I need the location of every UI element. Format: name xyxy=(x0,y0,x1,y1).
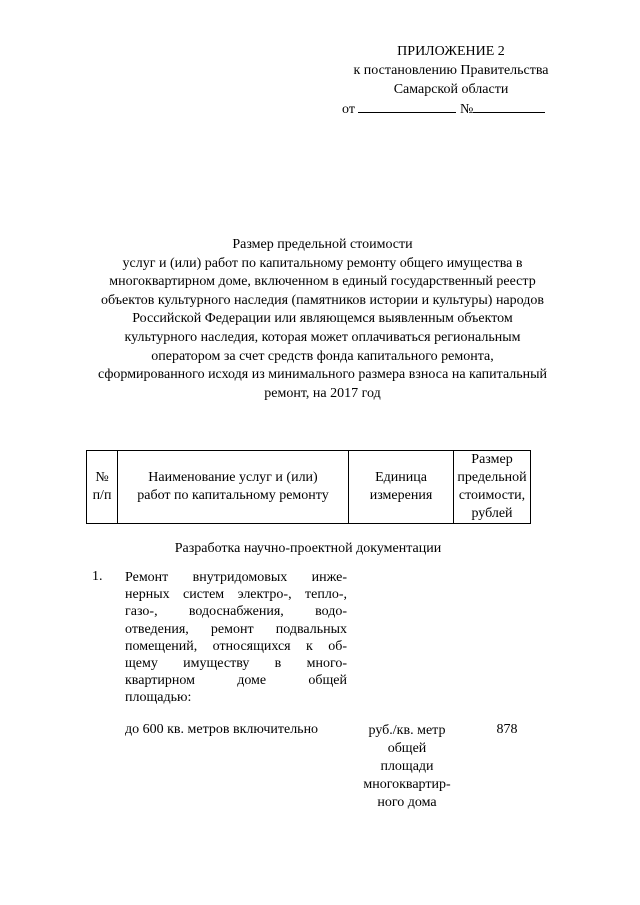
item-text-line: газо-, водоснабжения, водо- xyxy=(125,604,347,620)
header-cell-unit xyxy=(349,451,454,524)
header-text: работ по капитальному ремонту xyxy=(137,488,329,503)
item-text-line: площадью: xyxy=(125,690,192,706)
date-prefix: от xyxy=(342,102,355,117)
title-line: оператором за счет средств фонда капитального ремонта, xyxy=(151,348,494,364)
header-cell-name xyxy=(118,451,349,524)
title-line: объектов культурного наследия (памятников истории и культуры) народов xyxy=(101,292,544,308)
number-sign: № xyxy=(459,102,474,117)
title-line: сформированного исходя из минимального размера взноса на капитальный xyxy=(97,367,548,383)
number-blank xyxy=(473,99,545,113)
item-text-line: помещений, относящихся к об- xyxy=(125,638,347,654)
item-text-line: щему имуществу в много- xyxy=(125,656,347,672)
item-number: 1. xyxy=(92,569,103,584)
item-text-line: нерных систем электро-, тепло-, xyxy=(125,587,347,603)
appendix-resolution-line: к постановлению Правительства xyxy=(353,63,549,78)
title-line: ремонт, на 2017 год xyxy=(264,385,381,401)
header-text: стоимости, xyxy=(458,488,526,503)
header-text: измерения xyxy=(369,488,433,503)
title-line: Российской Федерации или являющемся выявленным объектом xyxy=(132,311,513,327)
title-line: культурного наследия, которая может оплачиваться региональным xyxy=(124,329,521,345)
item-description xyxy=(125,569,347,707)
title-line: многоквартирном доме, включенном в единый государственный реестр xyxy=(109,274,536,290)
item-text-line: Ремонт внутридомовых инже- xyxy=(125,570,347,585)
section-title: Разработка научно-проектной документации xyxy=(174,541,442,556)
header-text: п/п xyxy=(92,488,112,503)
row-label: до 600 кв. метров включительно xyxy=(125,722,319,737)
appendix-date-number-line xyxy=(336,99,566,119)
appendix-header xyxy=(336,42,566,119)
appendix-title: ПРИЛОЖЕНИЕ 2 xyxy=(397,44,505,59)
unit-line: ного дома xyxy=(377,795,437,810)
header-text: Единица xyxy=(375,470,427,485)
header-text: Наименование услуг и (или) xyxy=(148,470,318,485)
title-line: Размер предельной стоимости xyxy=(232,237,413,252)
appendix-region-line: Самарской области xyxy=(393,82,509,97)
unit-line: площади xyxy=(380,759,434,774)
unit-line: руб./кв. метр xyxy=(368,723,446,738)
row-value: 878 xyxy=(496,722,518,737)
table-header xyxy=(86,450,531,524)
date-blank xyxy=(358,99,456,113)
row-unit xyxy=(354,722,460,812)
item-text-line: квартирном доме общей xyxy=(125,673,347,689)
header-text: предельной xyxy=(457,470,527,485)
title-line: услуг и (или) работ по капитальному ремонту общего имущества в xyxy=(122,255,523,271)
header-cell-limit xyxy=(454,451,531,524)
header-text: № xyxy=(95,470,109,485)
item-text-line: отведения, ремонт подвальных xyxy=(125,621,347,637)
document-title xyxy=(50,236,595,403)
header-cell-number xyxy=(87,451,118,524)
unit-line: многоквартир- xyxy=(363,777,451,792)
header-text: рублей xyxy=(471,506,513,521)
unit-line: общей xyxy=(387,741,427,756)
header-text: Размер xyxy=(471,452,513,467)
